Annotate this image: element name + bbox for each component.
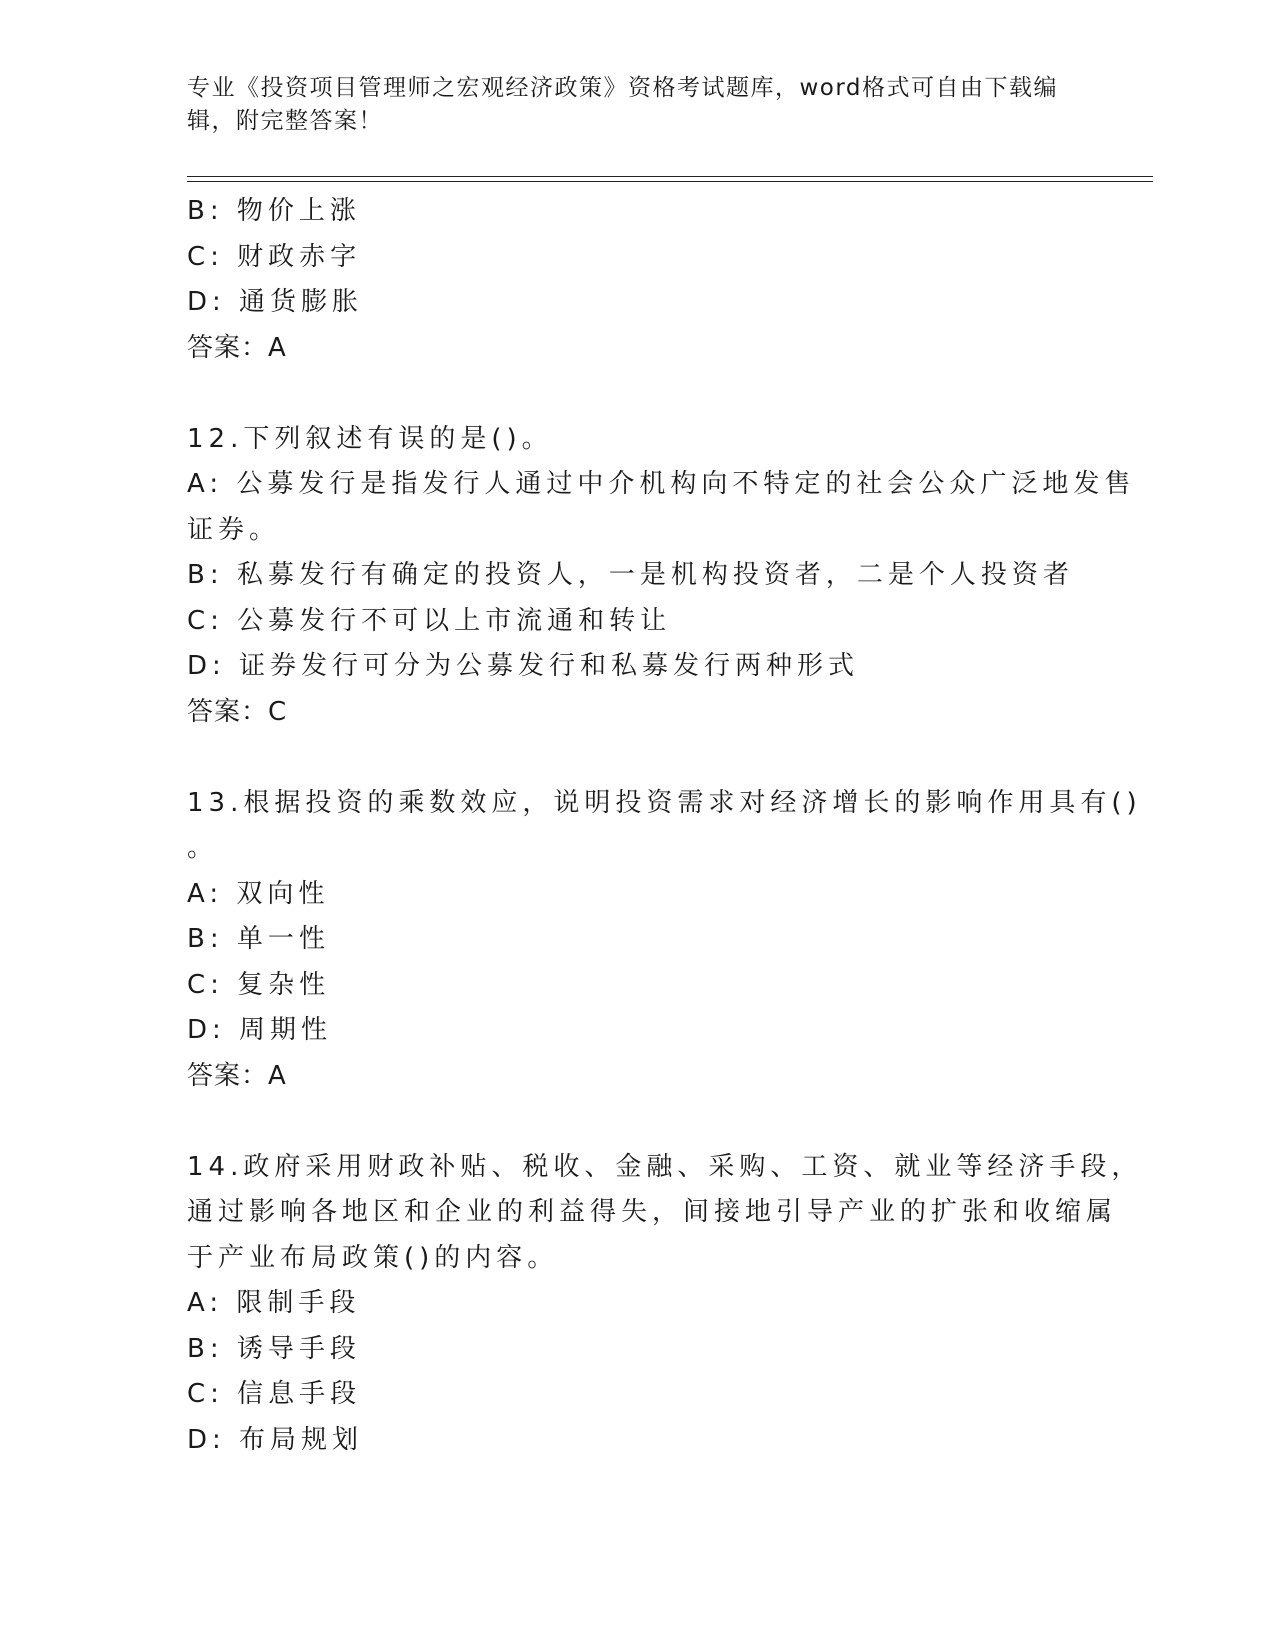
spacer [187, 1099, 1087, 1145]
option-c: C: 财政赤字 [187, 241, 362, 272]
option-a: A: 限制手段 [187, 1288, 361, 1318]
option-d: D: 周期性 [187, 1015, 333, 1045]
option-d: D: 证券发行可分为公募发行和私募发行两种形式 [187, 651, 860, 681]
spacer [187, 371, 1087, 417]
answer: 答案：C [187, 696, 288, 727]
option-a: A: 公募发行是指发行人通过中介机构向不特定的社会公众广泛地发售 [187, 469, 1136, 499]
question-11 [187, 189, 1087, 371]
question-stem: 14.政府采用财政补贴、税收、金融、采购、工资、就业等经济手段， [187, 1151, 1143, 1182]
option-a: A: 双向性 [187, 878, 330, 909]
question-13 [187, 781, 1142, 1100]
spacer [187, 735, 1087, 781]
question-14 [187, 1145, 1143, 1464]
header-line-1: 专业《投资项目管理师之宏观经济政策》资格考试题库，word格式可自由下载编 [187, 75, 1059, 101]
option-a-continued: 证券。 [187, 514, 281, 545]
answer: 答案：A [187, 332, 287, 363]
option-d: D: 通货膨胀 [187, 287, 364, 317]
option-b: B: 私募发行有确定的投资人，一是机构投资者，二是个人投资者 [187, 560, 1074, 590]
header-divider-bottom [187, 181, 1153, 182]
question-stem-continued: 。 [187, 833, 219, 863]
option-c: C: 公募发行不可以上市流通和转让 [187, 605, 672, 636]
document-body [187, 189, 1143, 1463]
option-b: B: 诱导手段 [187, 1333, 361, 1364]
answer: 答案：A [187, 1060, 287, 1091]
option-b: B: 单一性 [187, 924, 330, 954]
header-divider-top [187, 176, 1153, 177]
header-line-2: 辑，附完整答案！ [187, 108, 383, 134]
option-c: C: 信息手段 [187, 1379, 362, 1409]
question-stem: 13.根据投资的乘数效应，说明投资需求对经济增长的影响作用具有() [187, 787, 1142, 818]
option-d: D: 布局规划 [187, 1424, 364, 1455]
question-stem-continued: 于产业布局政策()的内容。 [187, 1242, 559, 1273]
question-stem-continued: 通过影响各地区和企业的利益得失，间接地引导产业的扩张和收缩属 [187, 1197, 1118, 1227]
option-b: B: 物价上涨 [187, 196, 361, 226]
option-c: C: 复杂性 [187, 969, 331, 1000]
document-header [187, 72, 1067, 138]
question-stem: 12.下列叙述有误的是()。 [187, 423, 553, 454]
question-12 [187, 417, 1136, 736]
